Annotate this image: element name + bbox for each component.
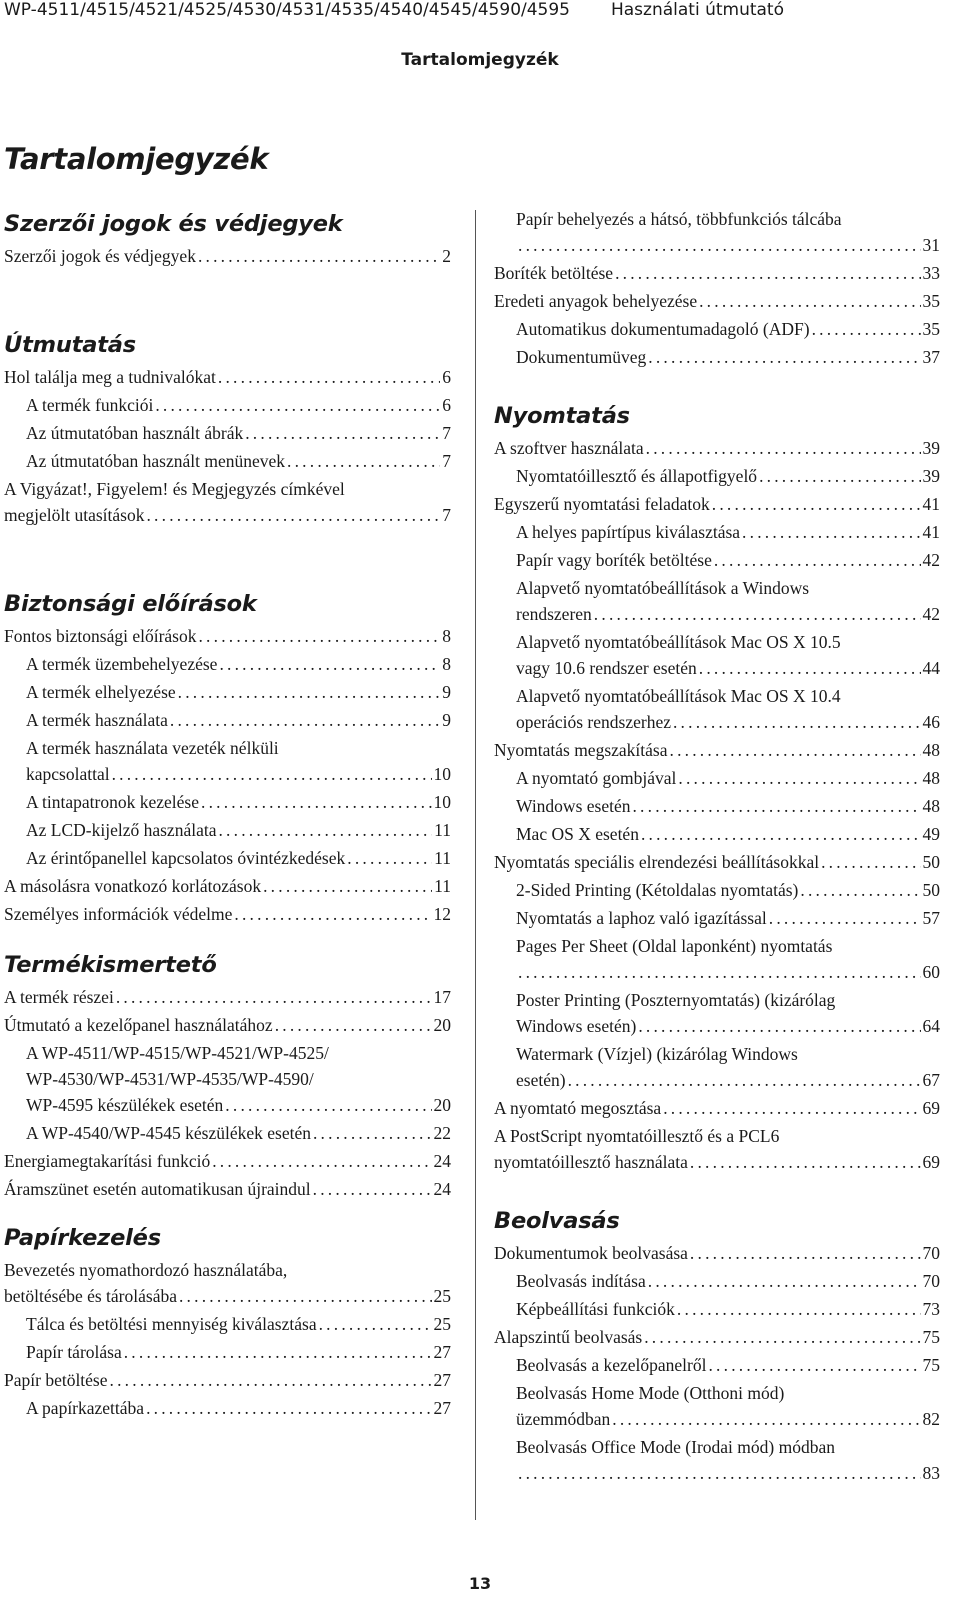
page-ref: 6 — [442, 395, 451, 415]
dot-leader — [217, 651, 440, 677]
page-ref: 83 — [922, 1463, 940, 1483]
entry-label: nyomtatóillesztő használata — [494, 1152, 688, 1172]
page-ref: 48 — [922, 796, 940, 816]
toc-entry-aramszunet-eseten-automatikusan-ujraindu[interactable] — [4, 1176, 451, 1202]
entry-label: Tálca és betöltési mennyiség kiválasztása — [26, 1314, 317, 1334]
toc-entry-nyomtatoilleszto-hasznalata[interactable] — [494, 1123, 940, 1175]
toc-entry-a-tintapatronok-kezelese[interactable] — [4, 789, 451, 815]
entry-label: A helyes papírtípus kiválasztása — [516, 522, 741, 542]
entry-label: esetén) — [516, 1070, 566, 1090]
dot-leader — [613, 260, 920, 286]
page-ref: 9 — [442, 682, 451, 702]
dot-leader — [216, 364, 440, 390]
toc-entry-a-termek-funkcioi[interactable] — [4, 392, 451, 418]
entry-label: Nyomtatás megszakítása — [494, 740, 668, 760]
entry-label: Beolvasás a kezelőpanelről — [516, 1355, 707, 1375]
section-title: Szerzői jogok és védjegyek — [4, 211, 343, 237]
page-ref: 70 — [922, 1243, 940, 1263]
page-ref: 42 — [922, 550, 940, 570]
page-number: 13 — [468, 1574, 492, 1593]
dot-leader — [671, 709, 921, 735]
entry-label: Az útmutatóban használt menünevek — [26, 451, 286, 471]
page-ref: 41 — [922, 522, 940, 542]
entry-label-line: A PostScript nyomtatóillesztő és a PCL6 — [494, 1126, 780, 1146]
toc-entry-megjelolt-utasitasok[interactable] — [4, 476, 451, 528]
dot-leader — [177, 1283, 432, 1309]
toc-entry-az-utmutatoban-hasznalt-abrak[interactable] — [4, 420, 451, 446]
page-ref: 75 — [922, 1355, 940, 1375]
dot-leader — [176, 679, 441, 705]
entry-label: megjelölt utasítások — [4, 505, 145, 525]
entry-label: A termék használata — [26, 710, 168, 730]
page-ref: 67 — [922, 1070, 940, 1090]
page-ref: 11 — [434, 876, 451, 896]
toc-entry-beolvasas-office-mode-irodai-mod-modban[interactable] — [494, 1434, 940, 1486]
dot-leader — [639, 821, 921, 847]
toc-entry-energiamegtakaritasi-funkcio[interactable] — [4, 1148, 451, 1174]
entry-label: vagy 10.6 rendszer esetén — [516, 658, 697, 678]
page-ref: 69 — [922, 1098, 940, 1118]
dot-leader — [697, 655, 921, 681]
toc-entry-a-nyomtato-gombjaval[interactable] — [494, 765, 940, 791]
entry-label-line: Bevezetés nyomathordozó használatába, — [4, 1260, 288, 1280]
entry-label-line: A termék használata vezeték nélküli — [26, 738, 279, 758]
entry-label: A másolásra vonatkozó korlátozások — [4, 876, 262, 896]
entry-label-line: A Vigyázat!, Figyelem! és Megjegyzés címkével — [4, 479, 345, 499]
dot-leader — [668, 737, 921, 763]
toc-entry-a-termek-uzembehelyezese[interactable] — [4, 651, 451, 677]
dot-leader — [317, 1311, 432, 1337]
page-ref: 69 — [922, 1152, 940, 1172]
toc-entry-a-termek-reszei[interactable] — [4, 984, 451, 1010]
toc-entry-a-wp-4540-wp-4545-keszulekek-eseten[interactable] — [4, 1120, 451, 1146]
entry-label: Boríték betöltése — [494, 263, 614, 283]
dot-leader — [630, 793, 920, 819]
toc-entry-a-helyes-papirtipus-kivalasztasa[interactable] — [494, 519, 940, 545]
page-ref: 35 — [922, 319, 940, 339]
toc-entry-2-sided-printing-ketoldalas-nyomtatas[interactable] — [494, 877, 940, 903]
page-ref: 46 — [922, 712, 940, 732]
dot-leader — [516, 232, 921, 258]
dot-leader — [144, 502, 440, 528]
toc-entry-nyomtatas-megszakitasa[interactable] — [494, 737, 940, 763]
toc-entry-beolvasas-a-kezelopanelrol[interactable] — [494, 1352, 940, 1378]
section-title: Biztonsági előírások — [4, 591, 257, 617]
page-ref: 57 — [922, 908, 940, 928]
page-ref: 75 — [922, 1327, 940, 1347]
entry-label-line: Beolvasás Home Mode (Otthoni mód) — [516, 1383, 785, 1403]
page-ref: 17 — [433, 987, 451, 1007]
toc-entry-a-termek-elhelyezese[interactable] — [4, 679, 451, 705]
toc-entry-boritek-betoltese[interactable] — [494, 260, 940, 286]
dot-leader — [196, 243, 440, 269]
dot-leader — [114, 984, 432, 1010]
entry-label: Automatikus dokumentumadagoló (ADF) — [516, 319, 810, 339]
toc-entry-dokumentumuveg[interactable] — [494, 344, 940, 370]
dot-leader — [311, 1120, 432, 1146]
toc-entry-nyomtatas-specialis-elrendezesi-beallita[interactable] — [494, 849, 940, 875]
toc-entry-mac-os-x-eseten[interactable] — [494, 821, 940, 847]
dot-leader — [697, 288, 920, 314]
page-ref: 35 — [922, 291, 940, 311]
entry-label: betöltésébe és tárolásába — [4, 1286, 177, 1306]
page-ref: 2 — [442, 246, 451, 266]
dot-leader — [675, 1296, 921, 1322]
toc-entry-windows-eseten[interactable] — [494, 987, 940, 1039]
toc-entry-fontos-biztonsagi-eloirasok[interactable] — [4, 623, 451, 649]
entry-label-line: WP-4530/WP-4531/WP-4535/WP-4590/ — [26, 1069, 314, 1089]
entry-label: Egyszerű nyomtatási feladatok — [494, 494, 710, 514]
entry-label: Windows esetén) — [516, 1016, 637, 1036]
toc-entry-papir-tarolasa[interactable] — [4, 1339, 451, 1365]
entry-label: Az érintőpanellel kapcsolatos óvintézkedések — [26, 848, 346, 868]
section-title: Útmutatás — [4, 332, 136, 358]
dot-leader — [122, 1339, 432, 1365]
entry-label-line: Papír behelyezés a hátsó, többfunkciós tálcába — [516, 209, 842, 229]
toc-section — [4, 327, 451, 528]
dot-leader — [273, 1012, 432, 1038]
toc-entry-uzemmodban[interactable] — [494, 1380, 940, 1432]
toc-entry-szemelyes-informaciok-vedelme[interactable] — [4, 901, 451, 927]
entry-label: Eredeti anyagok behelyezése — [494, 291, 698, 311]
page-ref: 48 — [922, 768, 940, 788]
page-ref: 7 — [442, 505, 451, 525]
page-ref: 82 — [922, 1409, 940, 1429]
dot-leader — [168, 707, 440, 733]
toc-entry-szerzoi-jogok-es-vedjegyek[interactable] — [4, 243, 451, 269]
dot-leader — [810, 316, 921, 342]
page-ref: 39 — [922, 438, 940, 458]
toc-left-column — [4, 206, 451, 1423]
entry-label: A papírkazettába — [26, 1398, 145, 1418]
toc-entry-dokumentumok-beolvasasa[interactable] — [494, 1240, 940, 1266]
toc-entry-az-lcd-kijelzo-hasznalata[interactable] — [4, 817, 451, 843]
entry-label: Papír tárolása — [26, 1342, 122, 1362]
entry-label: Energiamegtakarítási funkció — [4, 1151, 211, 1171]
entry-label: A tintapatronok kezelése — [26, 792, 199, 812]
page-ref: 49 — [922, 824, 940, 844]
toc-entry-hol-talalja-meg-a-tudnivalokat[interactable] — [4, 364, 451, 390]
dot-leader — [108, 1367, 432, 1393]
page-ref: 24 — [433, 1151, 451, 1171]
entry-label: A termék funkciói — [26, 395, 154, 415]
dot-leader — [767, 905, 921, 931]
entry-label: WP-4595 készülékek esetén — [26, 1095, 224, 1115]
dot-leader — [196, 623, 440, 649]
toc-entry-kapcsolattal[interactable] — [4, 735, 451, 787]
entry-label: Szerzői jogok és védjegyek — [4, 246, 196, 266]
page-ref: 9 — [442, 710, 451, 730]
toc-section — [4, 586, 451, 927]
entry-label: üzemmódban — [516, 1409, 611, 1429]
entry-label: A termék részei — [4, 987, 114, 1007]
toc-entry-papir-behelyezes-a-hatso-tobbfunkcios-ta[interactable] — [494, 206, 940, 258]
entry-label: A nyomtató gombjával — [516, 768, 677, 788]
page-ref: 7 — [442, 423, 451, 443]
entry-label: Nyomtatóillesztő és állapotfigyelő — [516, 466, 758, 486]
dot-leader — [710, 491, 921, 517]
toc-entry-papir-vagy-boritek-betoltese[interactable] — [494, 547, 940, 573]
dot-leader — [285, 448, 440, 474]
page-ref: 73 — [922, 1299, 940, 1319]
dot-leader — [661, 1095, 920, 1121]
dot-leader — [216, 817, 432, 843]
entry-label-line: Watermark (Vízjel) (kizárólag Windows — [516, 1044, 798, 1064]
dot-leader — [232, 901, 431, 927]
entry-label-line: Alapvető nyomtatóbeállítások Mac OS X 10.4 — [516, 686, 841, 706]
dot-leader — [636, 1013, 920, 1039]
page-ref: 10 — [433, 764, 451, 784]
dot-leader — [516, 1460, 921, 1486]
toc-entry-nyomtatoilleszto-es-allapotfigyelo[interactable] — [494, 463, 940, 489]
page-ref: 11 — [434, 820, 451, 840]
entry-label: Nyomtatás a laphoz való igazítással — [516, 908, 767, 928]
toc-entry-a-nyomtato-megosztasa[interactable] — [494, 1095, 940, 1121]
toc-entry-nyomtatas-a-laphoz-valo-igazitassal[interactable] — [494, 905, 940, 931]
dot-leader — [712, 547, 921, 573]
entry-label: A WP-4540/WP-4545 készülékek esetén — [26, 1123, 311, 1143]
entry-label: Az LCD-kijelző használata — [26, 820, 217, 840]
page-ref: 8 — [442, 626, 451, 646]
section-title: Nyomtatás — [494, 403, 630, 429]
toc-section — [4, 206, 451, 269]
toc-entry-papir-betoltese[interactable] — [4, 1367, 451, 1393]
dot-leader — [688, 1149, 921, 1175]
toc-entry-a-papirkazettaba[interactable] — [4, 1395, 451, 1421]
section-title: Papírkezelés — [4, 1225, 161, 1251]
dot-leader — [644, 435, 921, 461]
toc-entry-kepbeallitasi-funkciok[interactable] — [494, 1296, 940, 1322]
toc-entry-vagy-10-6-rendszer-eseten[interactable] — [494, 629, 940, 681]
page-ref: 44 — [922, 658, 940, 678]
entry-label: Papír vagy boríték betöltése — [516, 550, 712, 570]
page-ref: 22 — [433, 1123, 451, 1143]
dot-leader — [798, 877, 920, 903]
page-ref: 27 — [433, 1342, 451, 1362]
dot-leader — [223, 1092, 431, 1118]
column-divider — [475, 210, 476, 1520]
entry-label: Windows esetén — [516, 796, 631, 816]
entry-label: 2-Sided Printing (Kétoldalas nyomtatás) — [516, 880, 799, 900]
toc-entry-eseten[interactable] — [494, 1041, 940, 1093]
toc-entry-a-masolasra-vonatkozo-korlatozasok[interactable] — [4, 873, 451, 899]
page-ref: 70 — [922, 1271, 940, 1291]
entry-label-line: Pages Per Sheet (Oldal laponként) nyomtatás — [516, 936, 833, 956]
toc-right-column — [494, 206, 940, 1488]
toc-section — [4, 947, 451, 1202]
page-ref: 50 — [922, 852, 940, 872]
section-title: Termékismertető — [4, 952, 217, 978]
dot-leader — [311, 1176, 432, 1202]
toc-section — [494, 206, 940, 370]
dot-leader — [153, 392, 440, 418]
entry-label: Hol találja meg a tudnivalókat — [4, 367, 216, 387]
toc-section — [4, 1220, 451, 1421]
entry-label: Fontos biztonsági előírások — [4, 626, 197, 646]
dot-leader — [210, 1148, 431, 1174]
entry-label: Mac OS X esetén — [516, 824, 639, 844]
page-ref: 11 — [434, 848, 451, 868]
entry-label: Dokumentumüveg — [516, 347, 647, 367]
page-ref: 48 — [922, 740, 940, 760]
page-ref: 12 — [433, 904, 451, 924]
entry-label: Nyomtatás speciális elrendezési beállításokkal — [494, 852, 820, 872]
dot-leader — [516, 959, 921, 985]
toc-entry-talca-es-betoltesi-mennyiseg-kivalasztas[interactable] — [4, 1311, 451, 1337]
entry-label: kapcsolattal — [26, 764, 110, 784]
dot-leader — [819, 849, 920, 875]
entry-label: A nyomtató megosztása — [494, 1098, 662, 1118]
toc-entry-az-erintopanellel-kapcsolatos-ovintezked[interactable] — [4, 845, 451, 871]
toc-section — [494, 1203, 940, 1486]
dot-leader — [757, 463, 920, 489]
page-ref: 27 — [433, 1398, 451, 1418]
entry-label-line: Alapvető nyomtatóbeállítások a Windows — [516, 578, 810, 598]
entry-label: Beolvasás indítása — [516, 1271, 646, 1291]
dot-leader — [566, 1067, 921, 1093]
entry-label: operációs rendszerhez — [516, 712, 671, 732]
dot-leader — [676, 765, 920, 791]
page-ref: 41 — [922, 494, 940, 514]
entry-label: rendszeren — [516, 604, 592, 624]
entry-label: Papír betöltése — [4, 1370, 108, 1390]
toc-entry-operacios-rendszerhez[interactable] — [494, 683, 940, 735]
page-ref: 33 — [922, 263, 940, 283]
entry-label: Személyes információk védelme — [4, 904, 233, 924]
entry-label: A termék elhelyezése — [26, 682, 176, 702]
entry-label: Áramszünet esetén automatikusan újraindul — [4, 1179, 311, 1199]
entry-label: Dokumentumok beolvasása — [494, 1243, 688, 1263]
toc-entry-pages-per-sheet-oldal-laponkent-nyomtata[interactable] — [494, 933, 940, 985]
dot-leader — [740, 519, 920, 545]
toc-entry-beolvasas-inditasa[interactable] — [494, 1268, 940, 1294]
dot-leader — [345, 845, 432, 871]
page-ref: 42 — [922, 604, 940, 624]
entry-label-line: Beolvasás Office Mode (Irodai mód) módban — [516, 1437, 835, 1457]
dot-leader — [199, 789, 432, 815]
section-title: Beolvasás — [494, 1208, 620, 1234]
toc-entry-eredeti-anyagok-behelyezese[interactable] — [494, 288, 940, 314]
dot-leader — [243, 420, 440, 446]
toc-entry-betoltesebe-es-tarolasaba[interactable] — [4, 1257, 451, 1309]
dot-leader — [642, 1324, 920, 1350]
dot-leader — [144, 1395, 431, 1421]
page-ref: 64 — [922, 1016, 940, 1036]
entry-label-line: Alapvető nyomtatóbeállítások Mac OS X 10.5 — [516, 632, 841, 652]
entry-label: Képbeállítási funkciók — [516, 1299, 675, 1319]
dot-leader — [688, 1240, 921, 1266]
entry-label: A termék üzembehelyezése — [26, 654, 218, 674]
dot-leader — [646, 1268, 921, 1294]
entry-label-line: Poster Printing (Poszternyomtatás) (kizárólag — [516, 990, 836, 1010]
entry-label-line: A WP-4511/WP-4515/WP-4521/WP-4525/ — [26, 1043, 329, 1063]
entry-label: Útmutató a kezelőpanel használatához — [4, 1015, 273, 1035]
dot-leader — [706, 1352, 920, 1378]
entry-label: Alapszintű beolvasás — [494, 1327, 643, 1347]
page-ref: 24 — [433, 1179, 451, 1199]
page-ref: 7 — [442, 451, 451, 471]
toc-entry-a-szoftver-hasznalata[interactable] — [494, 435, 940, 461]
page-ref: 25 — [433, 1314, 451, 1334]
dot-leader — [646, 344, 920, 370]
toc-entry-windows-eseten[interactable] — [494, 793, 940, 819]
page-ref: 10 — [433, 792, 451, 812]
entry-label: A szoftver használata — [494, 438, 644, 458]
page-ref: 8 — [442, 654, 451, 674]
dot-leader — [110, 761, 432, 787]
page-ref: 39 — [922, 466, 940, 486]
page-title: Tartalomjegyzék — [4, 142, 269, 176]
page-ref: 20 — [433, 1095, 451, 1115]
dot-leader — [261, 873, 432, 899]
page-ref: 31 — [922, 235, 940, 255]
page-ref: 50 — [922, 880, 940, 900]
dot-leader — [592, 601, 921, 627]
toc-entry-automatikus-dokumentumadagolo-adf[interactable] — [494, 316, 940, 342]
toc-entry-a-termek-hasznalata[interactable] — [4, 707, 451, 733]
page-ref: 20 — [433, 1015, 451, 1035]
page-ref: 27 — [433, 1370, 451, 1390]
header-section-name: Tartalomjegyzék — [401, 50, 559, 70]
toc-entry-rendszeren[interactable] — [494, 575, 940, 627]
toc-entry-egyszeru-nyomtatasi-feladatok[interactable] — [494, 491, 940, 517]
page-ref: 37 — [922, 347, 940, 367]
page-ref: 25 — [433, 1286, 451, 1306]
dot-leader — [610, 1406, 920, 1432]
toc-entry-az-utmutatoban-hasznalt-menunevek[interactable] — [4, 448, 451, 474]
entry-label: Az útmutatóban használt ábrák — [26, 423, 244, 443]
toc-entry-alapszintu-beolvasas[interactable] — [494, 1324, 940, 1350]
header-models: WP-4511/4515/4521/4525/4530/4531/4535/4540/4545/4590/4595 — [4, 0, 570, 20]
page-ref: 60 — [922, 962, 940, 982]
toc-entry-utmutato-a-kezelopanel-hasznalatahoz[interactable] — [4, 1012, 451, 1038]
toc-section — [494, 398, 940, 1175]
header-guide-title: Használati útmutató — [610, 0, 784, 20]
page-ref: 6 — [442, 367, 451, 387]
toc-entry-wp-4595-keszulekek-eseten[interactable] — [4, 1040, 451, 1118]
